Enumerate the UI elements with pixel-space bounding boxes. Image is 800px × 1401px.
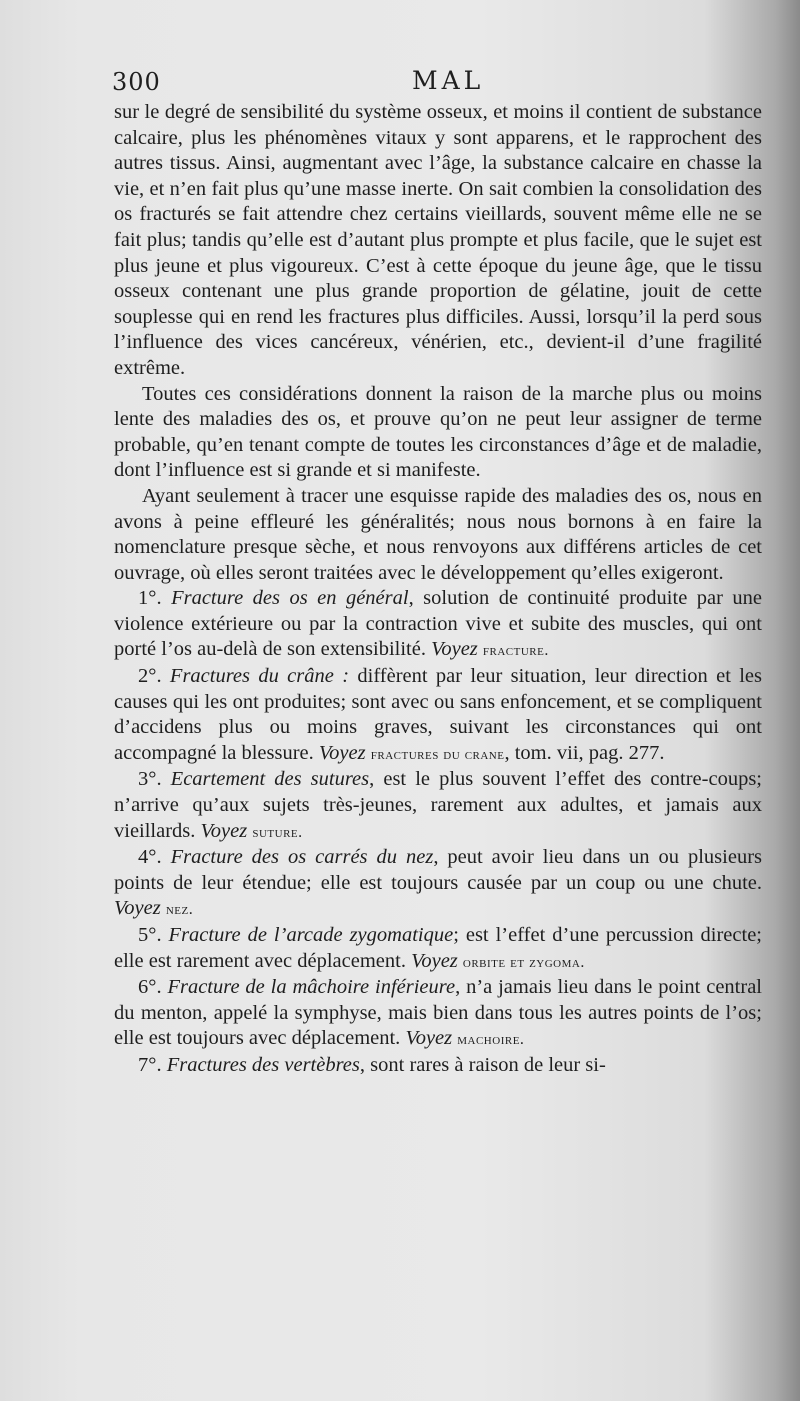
numbered-entry — [114, 664, 762, 767]
see-also-label: Voyez — [114, 897, 161, 920]
entry-number: 5°. — [138, 924, 162, 946]
entry-number: 7°. — [138, 1053, 162, 1076]
entry-number: 2°. — [138, 665, 162, 688]
entry-tail: , tom. vii, pag. 277. — [504, 741, 665, 764]
entry-title: Fractures des vertèbres — [166, 1053, 360, 1076]
entry-number: 4°. — [138, 846, 162, 869]
cross-reference: machoire. — [457, 1031, 525, 1049]
page-header — [112, 62, 755, 102]
entry-body: , n’a jamais lieu dans le point central du menton, appelé la symphyse, mais bien dans tous les autres points de l’os; elle est toujours avec déplacement. — [114, 976, 762, 1050]
paragraph: Ayant seulement à tracer une esquisse rapide des maladies des os, nous en avons à peine effleuré les généralités; nous nous bornons à en faire la nomenclature presque sèche, et nous renvoyons aux différens articles de cet ouvrage, où elles seront traitées avec le développement qu’elles exigeront. — [114, 484, 762, 584]
paragraph-continuation: sur le degré de sensibilité du système osseux, et moins il contient de substance calcaire, plus les phénomènes vitaux y sont apparens, et le rapprochent des autres tissus. Ainsi, augmentant avec l’âge, la substance calcaire en chasse la vie, et n’en fait plus qu’une masse inerte. On sait combien la consolidation des os fracturés se fait attendre chez certains vieillards, souvent même elle ne se fait plus; tandis qu’elle est d’autant plus prompte et plus facile, que le sujet est plus jeune et plus vigoureux. C’est à cette époque du jeune âge, que le tissu osseux contenant une plus grande proportion de gélatine, jouit de cette souplesse qui en rend les fractures plus difficiles. Aussi, lorsqu’il la perd sous l’influence des vices cancéreux, vénérien, etc., devient-il d’une fragilité extrême. — [114, 101, 762, 379]
entry-body: ; est l’effet d’une percussion directe; elle est rarement avec déplacement. — [114, 924, 762, 972]
numbered-entry — [114, 586, 762, 664]
paragraph: Toutes ces considérations donnent la raison de la marche plus ou moins lente des maladies des os, et prouve qu’on ne peut leur assigner de terme probable, qu’en tenant compte de toutes les circonstances d’âge et de maladie, dont l’influence est si grande et si manifeste. — [114, 382, 762, 482]
entry-title: Fracture de l’arcade zygomatique — [168, 924, 454, 946]
numbered-entry — [114, 923, 762, 975]
entry-title: Fractures du crâne : — [169, 665, 350, 688]
entry-body: diffèrent par leur situation, leur direction et les causes qui les ont produites; sont avec ou sans enfoncement, et se compliquent d’accidens plus ou moins graves, suivant les circonstances qui ont accompagné la blessure. — [114, 665, 763, 764]
entry-body: , est le plus souvent l’effet des contre-coups; n’arrive qu’aux sujets très-jeunes, rarement aux adultes, et jamais aux vieillards. — [114, 768, 762, 842]
entry-title: Fracture des os en général — [171, 587, 409, 610]
see-also-label: Voyez — [411, 949, 458, 972]
cross-reference: orbite et zygoma. — [462, 953, 585, 971]
entry-number: 1°. — [138, 587, 162, 610]
running-title: MAL — [412, 66, 485, 95]
cross-reference: fractures du crane — [370, 745, 505, 763]
see-also-label: Voyez — [318, 741, 366, 764]
page-number: 300 — [112, 68, 161, 96]
cross-reference: fracture. — [482, 642, 549, 660]
numbered-entry — [114, 1053, 762, 1079]
entry-body: , peut avoir lieu dans un ou plusieurs points de leur étendue; elle est toujours causée par un coup ou une chute. — [114, 846, 763, 894]
see-also-label: Voyez — [200, 819, 248, 842]
entry-body: , solution de continuité produite par une violence extérieure ou par la contraction vive et subite des muscles, qui ont porté l’os au-delà de son extensibilité. — [114, 587, 763, 661]
cross-reference: suture. — [252, 823, 303, 841]
entry-body: , sont rares à raison de leur si- — [359, 1053, 606, 1076]
numbered-entry — [114, 767, 762, 845]
body-text — [114, 100, 762, 1079]
entry-title: Ecartement des sutures — [170, 768, 370, 791]
entry-number: 3°. — [138, 768, 162, 791]
cross-reference: nez. — [165, 901, 194, 919]
entry-title: Fracture de la mâchoire inférieure — [167, 976, 456, 999]
entry-number: 6°. — [138, 976, 162, 999]
numbered-entry — [114, 845, 762, 923]
see-also-label: Voyez — [431, 638, 478, 661]
see-also-label: Voyez — [405, 1027, 453, 1050]
numbered-entry — [114, 975, 762, 1053]
entry-title: Fracture des os carrés du nez — [170, 846, 434, 869]
